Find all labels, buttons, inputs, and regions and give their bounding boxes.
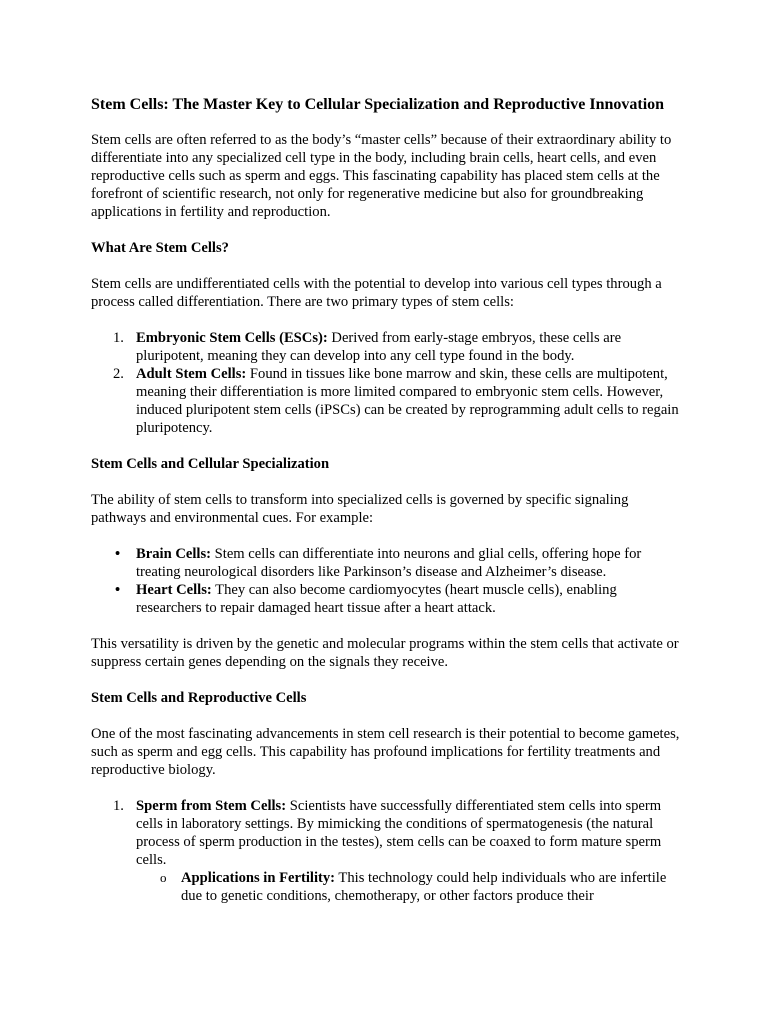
list-term: Sperm from Stem Cells: — [136, 798, 287, 814]
list-item — [91, 581, 681, 617]
list-item — [91, 365, 681, 437]
section-heading-cellular-specialization: Stem Cells and Cellular Specialization — [91, 456, 330, 472]
section-heading-reproductive-cells: Stem Cells and Reproductive Cells — [91, 690, 307, 706]
bullet-marker: • — [115, 582, 121, 598]
list-number: 2. — [113, 366, 124, 382]
section-paragraph: This versatility is driven by the genetic and molecular programs within the stem cells that activate or suppress certain genes depending on the signals they receive. — [91, 636, 679, 670]
intro-paragraph: Stem cells are often referred to as the body’s “master cells” because of their extraordinary ability to differentiate into any specialized cell type in the body, including brain cells, heart cells, and even reproductive cells such as sperm and eggs. This fascinating capability has placed stem cells at the forefront of scientific research, not only for regenerative medicine but also for groundbreaking applications in fertility and reproduction. — [91, 132, 672, 220]
section-paragraph: Stem cells are undifferentiated cells with the potential to develop into various cell types through a process called differentiation. There are two primary types of stem cells: — [91, 276, 662, 310]
list-term: Adult Stem Cells: — [136, 366, 247, 382]
sub-bullet-marker: o — [160, 870, 167, 885]
list-text: Found in tissues like bone marrow and skin, these cells are multipotent, meaning their differentiation is more limited compared to embryonic stem cells. However, induced pluripotent stem cells (iPSCs) can be created by reprogramming adult cells to regain pluripotency. — [136, 366, 679, 436]
sub-list — [136, 869, 681, 905]
list-text: Derived from early-stage embryos, these cells are pluripotent, meaning they can develop into any cell type found in the body. — [136, 330, 622, 364]
bullet-marker: • — [115, 546, 121, 562]
section-paragraph: The ability of stem cells to transform into specialized cells is governed by specific signaling pathways and environmental cues. For example: — [91, 492, 629, 526]
list-text: Stem cells can differentiate into neurons and glial cells, offering hope for treating neurological disorders like Parkinson’s disease and Alzheimer’s disease. — [136, 546, 642, 580]
list-text: They can also become cardiomyocytes (heart muscle cells), enabling researchers to repair damaged heart tissue after a heart attack. — [136, 582, 617, 616]
list-text: This technology could help individuals who are infertile due to genetic conditions, chemotherapy, or other factors produce their — [181, 870, 667, 904]
list-item — [91, 797, 681, 905]
list-number: 1. — [113, 798, 124, 814]
reproductive-list — [91, 797, 681, 905]
list-term: Brain Cells: — [136, 546, 211, 562]
list-item — [91, 545, 681, 581]
list-term: Heart Cells: — [136, 582, 212, 598]
stem-cell-types-list — [91, 329, 681, 437]
sub-list-item — [136, 869, 681, 905]
section-heading-what-are-stem-cells: What Are Stem Cells? — [91, 240, 229, 256]
list-term: Applications in Fertility: — [181, 870, 336, 886]
list-term: Embryonic Stem Cells (ESCs): — [136, 330, 328, 346]
document-body — [91, 94, 681, 905]
list-item — [91, 329, 681, 365]
list-number: 1. — [113, 330, 124, 346]
list-text: Scientists have successfully differentiated stem cells into sperm cells in laboratory settings. By mimicking the conditions of spermatogenesis (the natural process of sperm production in the testes), stem cells can be coaxed to form mature sperm cells. — [136, 798, 662, 868]
section-paragraph: One of the most fascinating advancements in stem cell research is their potential to become gametes, such as sperm and egg cells. This capability has profound implications for fertility treatments and reproductive biology. — [91, 726, 680, 778]
specialization-list — [91, 545, 681, 617]
document-title: Stem Cells: The Master Key to Cellular Specialization and Reproductive Innovation — [91, 96, 665, 113]
